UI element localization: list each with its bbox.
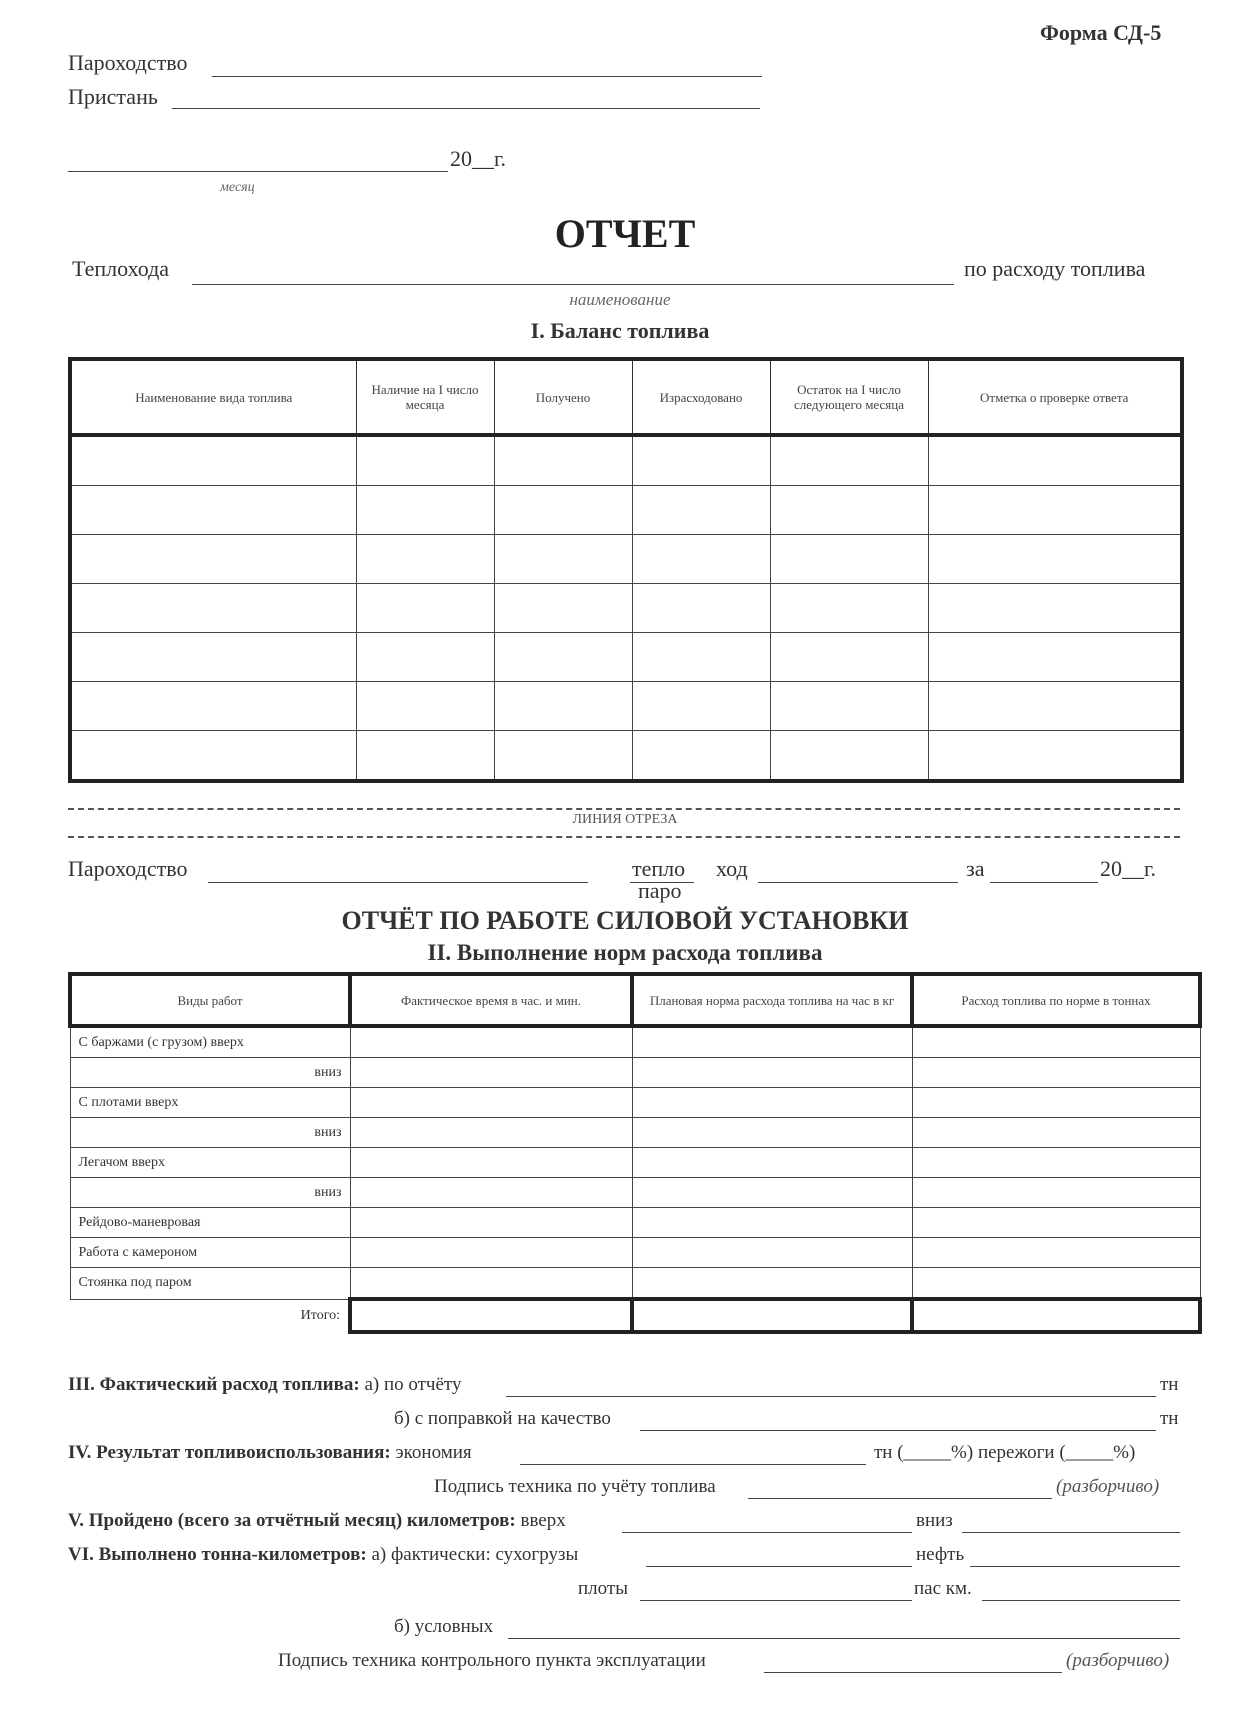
table-cell[interactable]	[912, 1026, 1200, 1058]
section3-b-label: б) с поправкой на качество	[394, 1408, 611, 1429]
table-cell[interactable]	[632, 1208, 912, 1238]
table-cell[interactable]	[70, 633, 356, 682]
section6-pass-label: пас км.	[914, 1578, 972, 1599]
signature2-field[interactable]	[764, 1672, 1062, 1673]
table-row	[70, 535, 1182, 584]
table-row	[70, 1238, 1200, 1268]
table-cell[interactable]	[928, 584, 1182, 633]
table-cell[interactable]	[70, 731, 356, 782]
row-label: С плотами вверх	[70, 1088, 350, 1118]
date-year: 20__г.	[450, 146, 507, 171]
legible-caption-1: (разборчиво)	[1056, 1476, 1160, 1497]
table-cell[interactable]	[632, 1026, 912, 1058]
row-label: вниз	[70, 1118, 350, 1148]
column-header: Фактическое время в час. и мин.	[350, 974, 632, 1026]
total-row	[70, 1299, 1200, 1332]
table-cell[interactable]	[912, 1178, 1200, 1208]
table-cell[interactable]	[350, 1238, 632, 1268]
section4-economy-label: экономия	[395, 1442, 472, 1463]
year-label-2: 20__г.	[1100, 856, 1157, 881]
table-cell[interactable]	[350, 1058, 632, 1088]
column-header: Виды работ	[70, 974, 350, 1026]
table-cell[interactable]	[912, 1208, 1200, 1238]
table-cell[interactable]	[928, 486, 1182, 535]
fuel-norms-table	[68, 972, 1202, 1334]
fuel-quality-field[interactable]	[640, 1430, 1156, 1431]
table-cell[interactable]	[494, 535, 632, 584]
ship-name-field-2[interactable]	[758, 882, 958, 883]
table-cell[interactable]	[632, 1268, 912, 1300]
pier-label: Пристань	[68, 84, 158, 109]
table-cell[interactable]	[928, 731, 1182, 782]
table-row	[70, 584, 1182, 633]
table-cell[interactable]	[770, 435, 928, 486]
table-cell[interactable]	[632, 633, 770, 682]
section5-up-label: вверх	[520, 1510, 566, 1531]
table-cell[interactable]	[928, 535, 1182, 584]
section1-title: I. Баланс топлива	[530, 318, 710, 343]
paro-label: паро	[638, 878, 682, 903]
table-cell[interactable]	[350, 1088, 632, 1118]
table-cell[interactable]	[356, 584, 494, 633]
section3-title: III. Фактический расход топлива:	[68, 1374, 360, 1395]
table-cell[interactable]	[928, 682, 1182, 731]
table-row	[70, 682, 1182, 731]
table-cell[interactable]	[70, 486, 356, 535]
table-cell[interactable]	[350, 1208, 632, 1238]
table-cell[interactable]	[632, 1058, 912, 1088]
table-cell[interactable]	[632, 535, 770, 584]
cut-line-bottom	[68, 836, 1180, 838]
signature2-label: Подпись техника контрольного пункта эксплуатации	[278, 1650, 706, 1671]
rafts-field[interactable]	[640, 1600, 912, 1601]
pier-field[interactable]	[172, 108, 760, 109]
signature1-label: Подпись техника по учёту топлива	[434, 1476, 716, 1497]
conventional-field[interactable]	[508, 1638, 1180, 1639]
fuel-by-report-field[interactable]	[506, 1396, 1156, 1397]
section6-rafts-label: плоты	[578, 1578, 628, 1599]
table-cell[interactable]	[70, 535, 356, 584]
cut-line-top	[68, 808, 1180, 810]
table-cell[interactable]	[356, 731, 494, 782]
table-cell[interactable]	[494, 435, 632, 486]
total-cell[interactable]	[632, 1299, 912, 1332]
table-row	[70, 731, 1182, 782]
table-cell[interactable]	[356, 435, 494, 486]
table-row	[70, 486, 1182, 535]
table-cell[interactable]	[70, 435, 356, 486]
row-label: Работа с камероном	[70, 1238, 350, 1268]
table-cell[interactable]	[632, 1088, 912, 1118]
table-row	[70, 1058, 1200, 1088]
company-label-2: Пароходство	[68, 856, 188, 881]
column-header: Расход топлива по норме в тоннах	[912, 974, 1200, 1026]
table-cell[interactable]	[632, 584, 770, 633]
table-cell[interactable]	[928, 633, 1182, 682]
row-label: Легачом вверх	[70, 1148, 350, 1178]
company-label: Пароходство	[68, 50, 188, 75]
table-row	[70, 1268, 1200, 1300]
ship-caption: наименование	[569, 290, 671, 309]
table-cell[interactable]	[350, 1148, 632, 1178]
section3-a-label: а) по отчёту	[364, 1374, 462, 1395]
table-cell[interactable]	[928, 435, 1182, 486]
economy-field[interactable]	[520, 1464, 866, 1465]
section6-row	[68, 1544, 578, 1566]
table-cell[interactable]	[494, 731, 632, 782]
table-row	[70, 1208, 1200, 1238]
section4-tn-pct: тн (_____%) пережоги (_____%)	[874, 1442, 1136, 1463]
table-cell[interactable]	[912, 1148, 1200, 1178]
table-cell[interactable]	[770, 486, 928, 535]
section6-oil-label: нефть	[916, 1544, 965, 1565]
table-cell[interactable]	[70, 584, 356, 633]
table-cell[interactable]	[632, 1178, 912, 1208]
table-cell[interactable]	[356, 535, 494, 584]
table-cell[interactable]	[912, 1118, 1200, 1148]
table-cell[interactable]	[494, 584, 632, 633]
za-label: за	[966, 856, 985, 881]
oil-field[interactable]	[970, 1566, 1180, 1567]
table-row	[70, 1118, 1200, 1148]
table-cell[interactable]	[350, 1118, 632, 1148]
table-cell[interactable]	[632, 1148, 912, 1178]
dry-cargo-field[interactable]	[646, 1566, 912, 1567]
total-label: Итого:	[70, 1299, 350, 1332]
fuel-balance-table	[68, 357, 1184, 783]
section6-title: VI. Выполнено тонна-километров:	[68, 1544, 367, 1565]
column-header: Наименование вида топлива	[70, 359, 356, 435]
table-row	[70, 633, 1182, 682]
khod-label: ход	[716, 856, 748, 881]
teplo-label: тепло	[632, 856, 686, 881]
column-header: Остаток на I число следующего месяца	[770, 359, 928, 435]
table-cell[interactable]	[770, 731, 928, 782]
column-header: Получено	[494, 359, 632, 435]
table-cell[interactable]	[632, 435, 770, 486]
table-cell[interactable]	[912, 1238, 1200, 1268]
table-cell[interactable]	[770, 633, 928, 682]
km-up-field[interactable]	[622, 1532, 912, 1533]
table-cell[interactable]	[912, 1268, 1200, 1300]
table-row	[70, 1088, 1200, 1118]
section2-title: II. Выполнение норм расхода топлива	[427, 940, 823, 965]
table-cell[interactable]	[356, 682, 494, 731]
table-cell[interactable]	[632, 1118, 912, 1148]
row-label: вниз	[70, 1178, 350, 1208]
table-cell[interactable]	[912, 1058, 1200, 1088]
signature1-field[interactable]	[748, 1498, 1052, 1499]
total-cell[interactable]	[912, 1299, 1200, 1332]
company-field[interactable]	[212, 76, 762, 77]
form-code: Форма СД-5	[1040, 20, 1162, 45]
table-cell[interactable]	[632, 1238, 912, 1268]
table-cell[interactable]	[770, 682, 928, 731]
period-field[interactable]	[990, 882, 1098, 883]
ship-suffix: по расходу топлива	[964, 256, 1146, 281]
table-row	[70, 1026, 1200, 1058]
unit-tn: тн	[1160, 1374, 1179, 1395]
pass-km-field[interactable]	[982, 1600, 1180, 1601]
table-cell[interactable]	[356, 486, 494, 535]
table-cell[interactable]	[770, 584, 928, 633]
legible-caption-2: (разборчиво)	[1066, 1650, 1170, 1671]
row-label: вниз	[70, 1058, 350, 1088]
report-title: ОТЧЕТ	[554, 211, 696, 256]
table-cell[interactable]	[770, 535, 928, 584]
table-cell[interactable]	[494, 633, 632, 682]
table-cell[interactable]	[912, 1088, 1200, 1118]
table-cell[interactable]	[350, 1178, 632, 1208]
section4-row	[68, 1442, 472, 1464]
ship-label: Теплохода	[72, 256, 170, 281]
table-cell[interactable]	[494, 486, 632, 535]
part2-title: ОТЧЁТ ПО РАБОТЕ СИЛОВОЙ УСТАНОВКИ	[341, 906, 909, 935]
table-cell[interactable]	[356, 633, 494, 682]
section4-title: IV. Результат топливоиспользования:	[68, 1442, 391, 1463]
table-cell[interactable]	[632, 486, 770, 535]
column-header: Плановая норма расхода топлива на час в кг	[632, 974, 912, 1026]
section6-a-label: а) фактически: сухогрузы	[371, 1544, 579, 1565]
column-header: Наличие на I число месяца	[356, 359, 494, 435]
total-cell[interactable]	[350, 1299, 632, 1332]
month-caption: месяц	[220, 180, 255, 195]
column-header: Отметка о проверке ответа	[928, 359, 1182, 435]
table-cell[interactable]	[494, 682, 632, 731]
table-row	[70, 1148, 1200, 1178]
table-row	[70, 1178, 1200, 1208]
column-header: Израсходовано	[632, 359, 770, 435]
section5-title: V. Пройдено (всего за отчётный месяц) километров:	[68, 1510, 516, 1531]
company-field-2[interactable]	[208, 882, 588, 883]
row-label: Рейдово-маневровая	[70, 1208, 350, 1238]
table-cell[interactable]	[70, 682, 356, 731]
month-field[interactable]	[68, 171, 448, 172]
row-label: С баржами (с грузом) вверх	[70, 1026, 350, 1058]
table-cell[interactable]	[632, 731, 770, 782]
table-header-row	[70, 974, 1200, 1026]
section5-row	[68, 1510, 566, 1532]
row-label: Стоянка под паром	[70, 1268, 350, 1300]
table-cell[interactable]	[350, 1268, 632, 1300]
section6-b-label: б) условных	[394, 1616, 494, 1637]
ship-name-field[interactable]	[192, 284, 954, 285]
km-down-field[interactable]	[962, 1532, 1180, 1533]
table-cell[interactable]	[350, 1026, 632, 1058]
section3-row-a	[68, 1374, 461, 1396]
table-cell[interactable]	[632, 682, 770, 731]
section5-down-label: вниз	[916, 1510, 953, 1531]
unit-tn: тн	[1160, 1408, 1179, 1429]
cut-line-label: ЛИНИЯ ОТРЕЗА	[572, 812, 678, 827]
table-header-row	[70, 359, 1182, 435]
table-row	[70, 435, 1182, 486]
